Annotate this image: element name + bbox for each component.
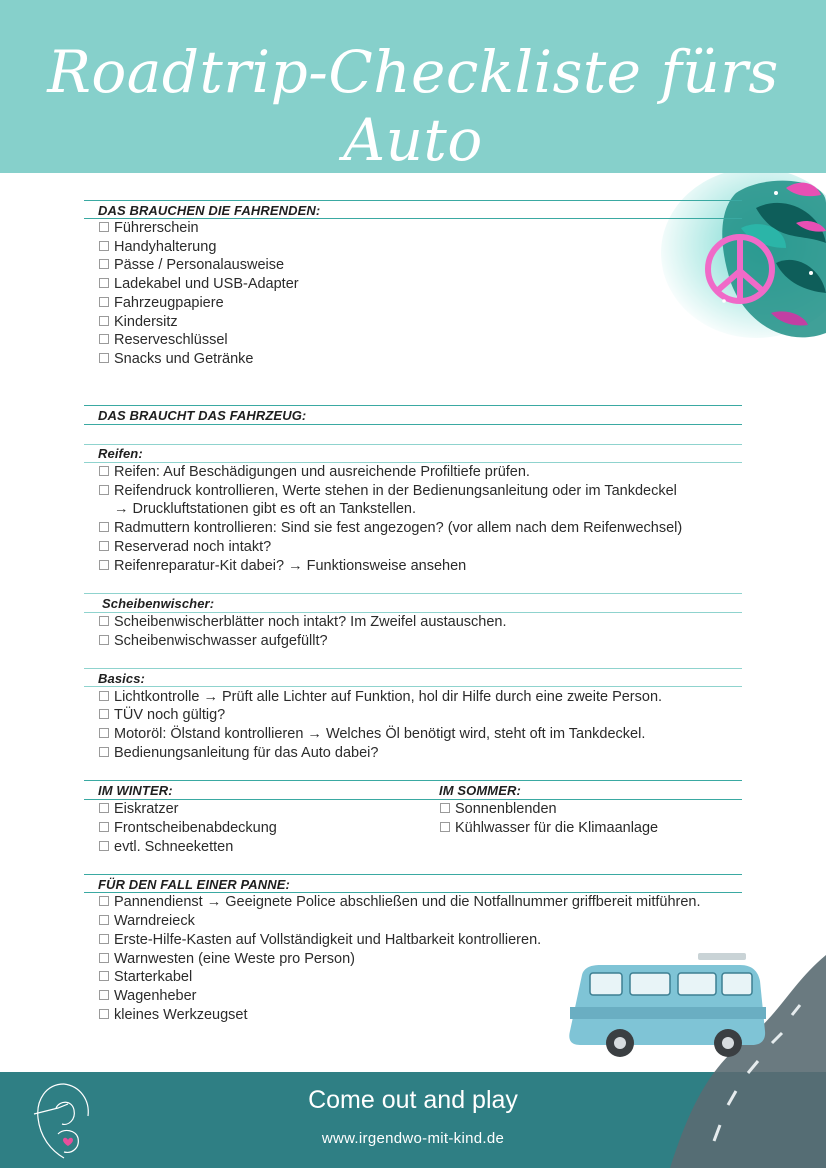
item-label: Reifenreparatur-Kit dabei? → Funktionsweise ansehen <box>114 558 467 574</box>
checklist-item[interactable] <box>99 294 224 312</box>
checkbox-icon[interactable] <box>440 822 450 832</box>
item-label: Reifen: Auf Beschädigungen und ausreichende Profiltiefe prüfen. <box>114 464 530 480</box>
item-label: evtl. Schneeketten <box>114 839 234 855</box>
item-label: Wagenheber <box>114 988 197 1004</box>
section-heading-sommer: IM SOMMER: <box>439 783 521 798</box>
item-label: Führerschein <box>114 220 199 236</box>
checkbox-icon[interactable] <box>99 915 109 925</box>
checkbox-icon[interactable] <box>99 841 109 851</box>
checkbox-icon[interactable] <box>440 803 450 813</box>
checkbox-icon[interactable] <box>99 278 109 288</box>
section-heading-panne: FÜR DEN FALL EINER PANNE: <box>98 877 290 892</box>
item-label: Reifendruck kontrollieren, Werte stehen in der Bedienungsanleitung oder im Tankdeckel <box>114 483 677 499</box>
item-label: Pannendienst → Geeignete Police abschließen und die Notfallnummer griffbereit mitführen. <box>114 894 701 910</box>
item-label: Scheibenwischerblätter noch intakt? Im Zweifel austauschen. <box>114 614 507 630</box>
subsection-rule <box>84 668 742 669</box>
page-title: Roadtrip-Checkliste fürs Auto <box>47 38 779 174</box>
item-label: Lichtkontrolle → Prüft alle Lichter auf Funktion, hol dir Hilfe durch eine zweite Person. <box>114 689 663 705</box>
item-label: kleines Werkzeugset <box>114 1007 248 1023</box>
item-label: Fahrzeugpapiere <box>114 295 224 311</box>
section-rule <box>84 424 742 425</box>
checklist-item[interactable] <box>99 613 507 631</box>
checkbox-icon[interactable] <box>99 259 109 269</box>
checklist-item[interactable] <box>99 219 199 237</box>
item-label: Warnwesten (eine Weste pro Person) <box>114 951 355 967</box>
checklist-item[interactable] <box>99 744 378 762</box>
checklist-item[interactable] <box>99 331 228 349</box>
checklist-item[interactable] <box>99 313 178 331</box>
checkbox-icon[interactable] <box>99 466 109 476</box>
checkbox-icon[interactable] <box>99 934 109 944</box>
item-label: Reserveschlüssel <box>114 332 228 348</box>
item-label: Radmuttern kontrollieren: Sind sie fest angezogen? (vor allem nach dem Reifenwechsel) <box>114 520 683 536</box>
checklist-item[interactable] <box>99 519 682 537</box>
checklist-item[interactable] <box>440 819 658 837</box>
checklist-item[interactable] <box>99 838 233 856</box>
section-heading-winter: IM WINTER: <box>98 783 173 798</box>
checklist-item[interactable] <box>99 968 192 986</box>
subsection-rule <box>84 444 742 445</box>
checklist-item[interactable] <box>99 463 530 481</box>
checkbox-icon[interactable] <box>99 222 109 232</box>
checklist-item[interactable] <box>99 350 253 368</box>
item-label: Frontscheibenabdeckung <box>114 820 277 836</box>
checkbox-icon[interactable] <box>99 971 109 981</box>
checklist-item[interactable] <box>99 482 677 500</box>
item-label: TÜV noch gültig? <box>114 707 226 723</box>
item-label: Reserverad noch intakt? <box>114 539 272 555</box>
subsection-rule <box>84 593 742 594</box>
checklist-item[interactable] <box>99 1006 248 1024</box>
checkbox-icon[interactable] <box>99 334 109 344</box>
checkbox-icon[interactable] <box>99 691 109 701</box>
checklist-item[interactable] <box>99 538 271 556</box>
item-label: Kühlwasser für die Klimaanlage <box>455 820 659 836</box>
checkbox-icon[interactable] <box>99 316 109 326</box>
checkbox-icon[interactable] <box>99 616 109 626</box>
checkbox-icon[interactable] <box>99 747 109 757</box>
subsection-heading-basics: Basics: <box>98 671 145 686</box>
item-label: Starterkabel <box>114 969 193 985</box>
checkbox-icon[interactable] <box>99 241 109 251</box>
checkbox-icon[interactable] <box>99 541 109 551</box>
checklist-item[interactable] <box>99 706 225 724</box>
checklist-item[interactable] <box>99 819 277 837</box>
item-label: Bedienungsanleitung für das Auto dabei? <box>114 745 379 761</box>
checklist-item[interactable] <box>99 256 284 274</box>
item-label: Warndreieck <box>114 913 195 929</box>
checklist-item[interactable] <box>99 987 197 1005</box>
checkbox-icon[interactable] <box>99 990 109 1000</box>
checklist-item[interactable] <box>99 725 645 743</box>
checklist-item[interactable] <box>99 557 466 575</box>
item-label: Handyhalterung <box>114 239 217 255</box>
checkbox-icon[interactable] <box>99 822 109 832</box>
checklist-item[interactable] <box>99 238 216 256</box>
checklist-item[interactable] <box>99 912 195 930</box>
checkbox-icon[interactable] <box>99 353 109 363</box>
item-label: Scheibenwischwasser aufgefüllt? <box>114 633 328 649</box>
footer-slogan: Come out and play <box>308 1086 518 1114</box>
checkbox-icon[interactable] <box>99 728 109 738</box>
checklist-item[interactable] <box>99 688 662 706</box>
subsection-heading-scheibenwischer: Scheibenwischer: <box>102 596 215 611</box>
item-label: Sonnenblenden <box>455 801 557 817</box>
checkbox-icon[interactable] <box>99 1009 109 1019</box>
footer-url[interactable]: www.irgendwo-mit-kind.de <box>321 1130 505 1147</box>
checkbox-icon[interactable] <box>99 896 109 906</box>
checkbox-icon[interactable] <box>99 485 109 495</box>
checkbox-icon[interactable] <box>99 635 109 645</box>
section-rule <box>84 799 742 800</box>
section-rule <box>84 874 742 875</box>
subsection-heading-reifen: Reifen: <box>98 446 143 461</box>
checklist-item[interactable] <box>99 800 178 818</box>
checkbox-icon[interactable] <box>99 522 109 532</box>
section-rule <box>84 200 742 201</box>
item-label: Ladekabel und USB-Adapter <box>114 276 299 292</box>
checklist-item[interactable] <box>99 893 701 911</box>
checkbox-icon[interactable] <box>99 297 109 307</box>
checklist-item[interactable] <box>440 800 557 818</box>
checklist-item[interactable] <box>99 950 355 968</box>
checklist-item[interactable] <box>99 931 541 949</box>
checkbox-icon[interactable] <box>99 803 109 813</box>
checklist-item[interactable] <box>99 632 328 650</box>
checkbox-icon[interactable] <box>99 709 109 719</box>
item-continuation: → Druckluftstationen gibt es oft an Tankstellen. <box>114 501 416 517</box>
item-label: Eiskratzer <box>114 801 179 817</box>
item-label: Motoröl: Ölstand kontrollieren → Welches Öl benötigt wird, steht oft im Tankdeckel. <box>114 726 646 742</box>
checkbox-icon[interactable] <box>99 953 109 963</box>
section-heading-fahrzeug: DAS BRAUCHT DAS FAHRZEUG: <box>98 408 307 423</box>
item-label: Kindersitz <box>114 314 178 330</box>
item-label: Erste-Hilfe-Kasten auf Vollständigkeit und Haltbarkeit kontrollieren. <box>114 932 542 948</box>
section-rule <box>84 780 742 781</box>
section-rule <box>84 405 742 406</box>
subsection-rule <box>84 686 742 687</box>
item-label: Pässe / Personalausweise <box>114 257 285 273</box>
checklist-item[interactable] <box>99 275 299 293</box>
item-label: Snacks und Getränke <box>114 351 254 367</box>
section-heading-fahrende: DAS BRAUCHEN DIE FAHRENDEN: <box>98 203 321 218</box>
checkbox-icon[interactable] <box>99 560 109 570</box>
